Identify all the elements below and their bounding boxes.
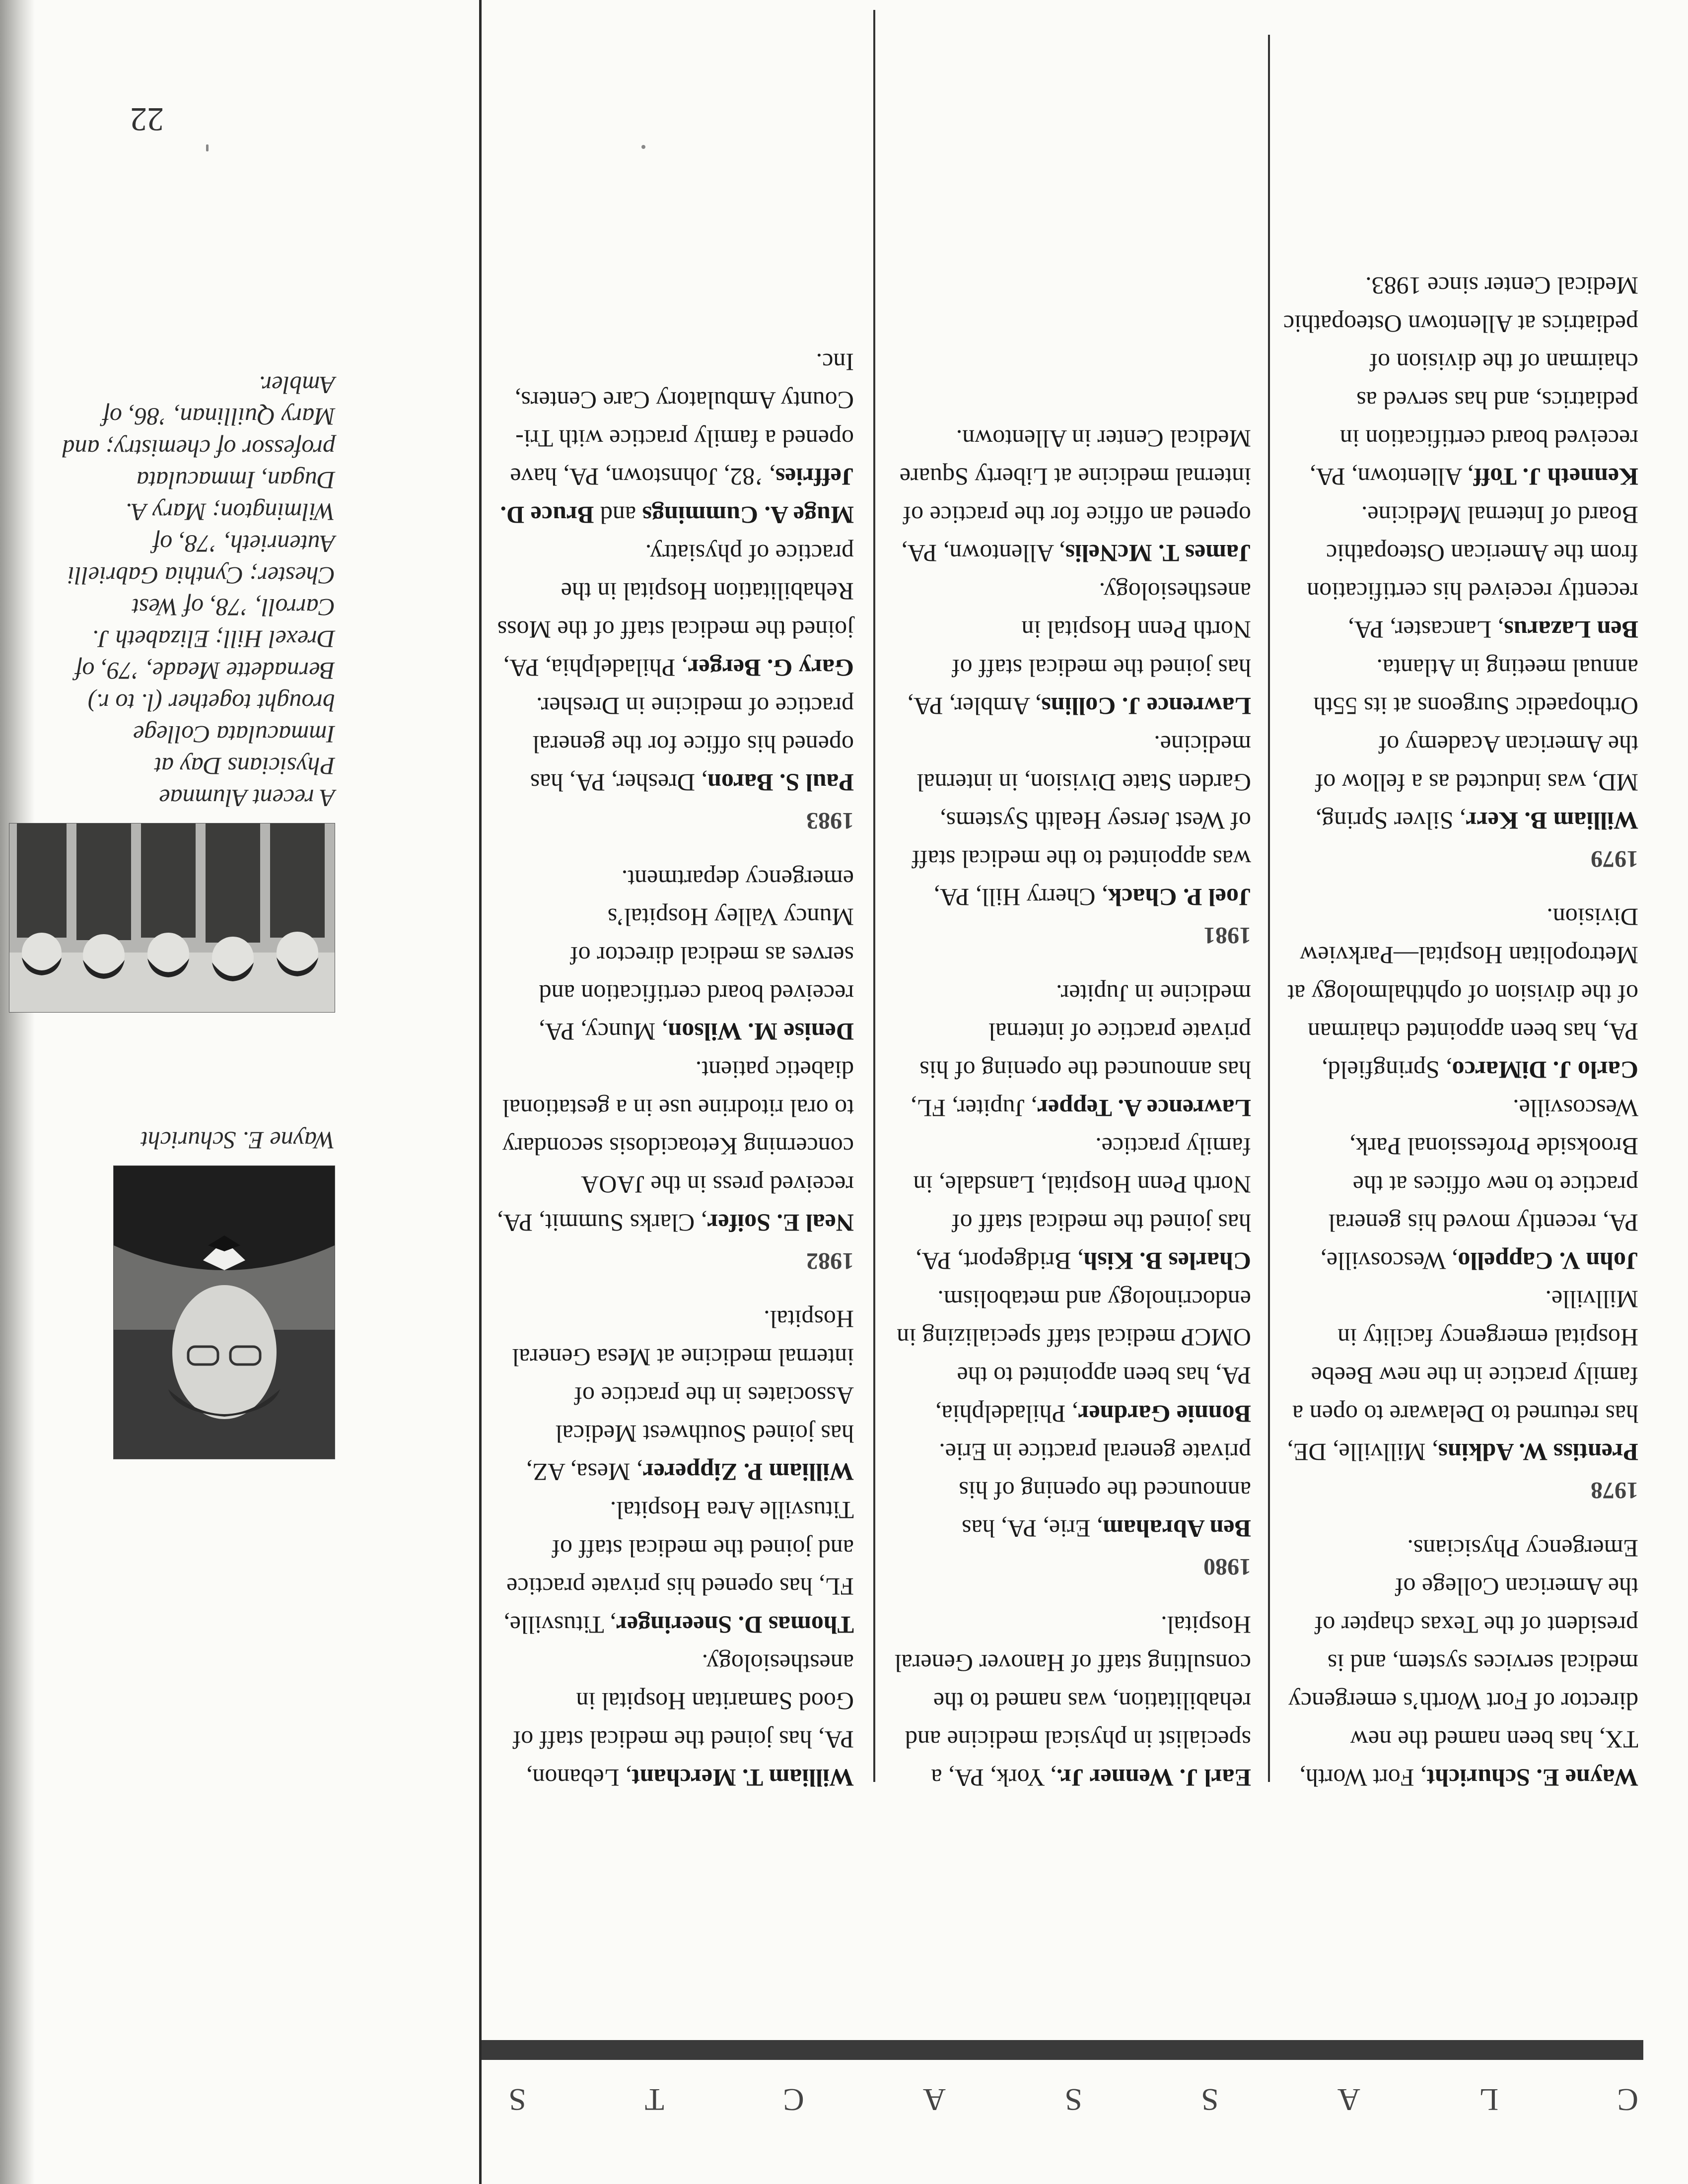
alumni-note: , Wescosville, PA, recently moved his general practice to new offices at the Brookside Professional Park, Wescosville. xyxy=(1320,1094,1638,1275)
alumni-note: and xyxy=(594,501,642,529)
alumni-entry xyxy=(496,1491,854,1644)
page-number: 22 xyxy=(130,101,164,138)
class-year-heading: 1981 xyxy=(1203,922,1251,949)
column-rule xyxy=(1268,35,1270,1782)
header-letter: C xyxy=(781,2082,804,2117)
header-letter: S xyxy=(1062,2082,1082,2117)
header-letter: A xyxy=(1335,2082,1360,2117)
alumni-name: Bruce D. Jeffries xyxy=(500,463,854,529)
alumni-note: , ’82, Johnstown, PA, have opened a family practice with Tri-County Ambulatory Care Centers, Inc. xyxy=(510,348,854,491)
header-letter: C xyxy=(1615,2082,1638,2117)
alumni-name: Lawrence A. Tepper xyxy=(1037,1094,1251,1122)
alumni-name: Muge A. Cummings xyxy=(642,501,854,529)
text-column-2 xyxy=(894,419,1251,1797)
alumni-entry xyxy=(1281,1089,1638,1280)
column-rule xyxy=(873,10,875,1782)
alumni-name: William P. Zipperer xyxy=(642,1458,854,1486)
alumni-entry xyxy=(894,572,1251,725)
alumni-entry xyxy=(496,687,854,802)
alumni-note: , Springfield, PA, has been appointed chairman of the division of ophthalmology at Metropolitan Hospital—Parkview Division. xyxy=(1287,903,1638,1084)
alumni-entry xyxy=(894,1127,1251,1280)
class-year-heading: 1982 xyxy=(806,1248,854,1274)
alumni-name: Paul S. Baron xyxy=(707,769,854,797)
alumni-name: John V. Cappello xyxy=(1458,1247,1638,1275)
alumni-name: Ben Lazarus xyxy=(1504,616,1638,644)
alumni-name: Ben Abraham xyxy=(1103,1515,1251,1543)
section-header xyxy=(506,2070,1638,2129)
alumni-note: , York, PA, a specialist in physical medicine and rehabilitation, was named to the consulting staff of Hanover General Hospital. xyxy=(894,1611,1251,1792)
alumni-name: Joel P. Chack xyxy=(1108,884,1251,911)
alumni-entry xyxy=(894,419,1251,572)
alumni-entry xyxy=(496,343,854,534)
alumni-name: Denise M. Wilson xyxy=(668,1018,854,1046)
header-letter: L xyxy=(1477,2082,1499,2117)
class-year-heading: 1983 xyxy=(806,808,854,834)
class-year-heading: 1980 xyxy=(1203,1554,1251,1580)
alumni-entry xyxy=(496,860,854,1051)
portrait-photo xyxy=(113,1165,335,1459)
alumni-entry xyxy=(894,1433,1251,1548)
alumni-note: , Lancaster, PA, recently received his certification from the American Osteopathic Board of Internal Medicine. xyxy=(1307,501,1638,644)
alumni-entry xyxy=(496,1300,854,1491)
alumni-note: , Ambler, PA, has joined the medical staff of North Penn Hospital in anesthesiology. xyxy=(907,578,1251,720)
alumni-entry xyxy=(1281,496,1638,649)
alumni-note: , Philadelphia, PA, has been appointed to the OMCP medical staff specializing in endocrinology and metabolism. xyxy=(897,1286,1251,1428)
header-letter: T xyxy=(642,2082,664,2117)
alumni-entry xyxy=(1281,649,1638,840)
alumni-note: , Lebanon, PA, has joined the medical staff of Good Samaritan Hospital in anesthesiology. xyxy=(512,1649,854,1792)
alumni-note: , Titusville, FL, has opened his private practice and joined the medical staff of Titusville Area Hospital. xyxy=(503,1497,854,1639)
alumni-entry xyxy=(1281,898,1638,1089)
alumni-note: , Erie, PA, has announced the opening of his private general practice in Erie. xyxy=(939,1438,1251,1543)
alumni-entry xyxy=(1281,267,1638,496)
text-column-3 xyxy=(496,343,854,1797)
alumni-name: Bonnie Gardner xyxy=(1078,1400,1251,1428)
alumni-entry xyxy=(496,1051,854,1242)
header-letter: S xyxy=(1198,2082,1219,2117)
header-letter: S xyxy=(506,2082,526,2117)
alumni-entry xyxy=(894,1606,1251,1797)
alumni-name: Kenneth J. Toff xyxy=(1473,463,1638,491)
alumni-note: , Jupiter, FL, has announced the opening of his private practice of internal medicine in Jupiter. xyxy=(911,980,1251,1122)
alumni-name: William B. Kerr xyxy=(1466,807,1638,835)
group-photo-caption: A recent Alumnae Physicians Day at Immaculata College brought together (l. to r.) Bernadette Meade, ’79, of Drexel Hill; Elizabeth J. Carroll, ’78, of West Chester; Cynthia Gabrielli Autenrieth, ’78, of Wilmington; Mary A. Dugan, Immaculata professor of chemistry; and Mary Quillinan, ’86, of Ambler. xyxy=(62,371,335,812)
alumni-note: , Muncy, PA, received board certification and serves as medical director of Muncy Valley Hospital’s emergency department. xyxy=(539,865,854,1046)
alumni-note: , Fort Worth, TX, has been named the new director of Fort Worth’s emergency medical services system, and is president of the Texas chapter of the American College of Emergency Physicians. xyxy=(1288,1535,1638,1792)
alumni-name: Charles B. Kish xyxy=(1083,1247,1251,1275)
scan-speck xyxy=(641,145,645,149)
alumni-note: , Millville, DE, has returned to Delaware to open a family practice in the new Beebe Hospital emergency facility in Millville. xyxy=(1287,1286,1638,1466)
alumni-entry xyxy=(894,1280,1251,1433)
alumni-entry xyxy=(496,534,854,687)
alumni-note: , Clarks Summit, PA, received press in the JAOA concerning Ketoacidosis secondary to oral ritodrine use in a gestational diabetic patient. xyxy=(496,1056,854,1237)
header-letter: A xyxy=(920,2082,946,2117)
alumni-name: Neal E. Soifer xyxy=(707,1209,854,1237)
sidebar-divider xyxy=(479,0,482,2184)
alumni-name: Earl J. Wenner Jr. xyxy=(1056,1764,1251,1792)
alumni-name: Prentiss W. Adkins xyxy=(1438,1438,1638,1466)
alumni-name: Gary G. Berger xyxy=(688,654,854,682)
header-rule xyxy=(479,2040,1643,2060)
alumni-note: , Dresher, PA, has opened his office for the general practice of medicine in Dresher. xyxy=(530,692,854,797)
binding-shadow xyxy=(0,0,35,2184)
portrait-caption: Wayne E. Schuricht xyxy=(141,1127,335,1155)
alumni-note: , Mesa, AZ, has joined Southwest Medical Associates in the practice of internal medicine at Mesa General Hospital. xyxy=(512,1305,854,1486)
alumni-note: , Allentown, PA, opened an office for the practice of internal medicine at Liberty Square Medical Center in Allentown. xyxy=(899,425,1251,567)
alumni-name: Carlo J. DiMarco xyxy=(1452,1056,1638,1084)
alumni-entry xyxy=(496,1644,854,1797)
alumni-name: William T. Merchant xyxy=(632,1764,854,1792)
alumni-note: , Bridgeport, PA, has joined the medical staff of North Penn Hospital, Lansdale, in family practice. xyxy=(913,1133,1251,1275)
alumni-note: , Philadelphia, PA, joined the medical staff of the Moss Rehabilitation Hospital in the practice of physiatry. xyxy=(497,540,854,682)
scan-speck xyxy=(206,144,209,151)
alumni-name: Thomas D. Sneeringer xyxy=(616,1611,854,1639)
alumni-entry xyxy=(1281,1280,1638,1471)
alumni-entry xyxy=(894,725,1251,916)
alumni-note: , Allentown, PA, received board certification in pediatrics, and has served as chairman of the division of pediatrics at Allentown Osteopathic Medical Center since 1983. xyxy=(1283,272,1638,491)
group-photo xyxy=(9,823,335,1013)
class-year-heading: 1978 xyxy=(1591,1477,1638,1503)
alumni-name: James T. McNelis xyxy=(1065,540,1251,567)
class-year-heading: 1979 xyxy=(1591,846,1638,872)
alumni-note: , Silver Spring, MD, was inducted as a fellow of the American Academy of Orthopaedic Surgeons at its 55th annual meeting in Atlanta. xyxy=(1313,654,1638,835)
alumni-name: Wayne E. Schuricht xyxy=(1426,1764,1638,1792)
alumni-name: Lawrence J. Collins xyxy=(1041,692,1251,720)
text-column-1 xyxy=(1281,267,1638,1797)
alumni-entry xyxy=(1281,1529,1638,1797)
alumni-entry xyxy=(894,974,1251,1127)
alumni-note: , Cherry Hill, PA, was appointed to the medical staff of West Jersey Health Systems, Garden State Division, in internal medicine. xyxy=(912,731,1251,911)
